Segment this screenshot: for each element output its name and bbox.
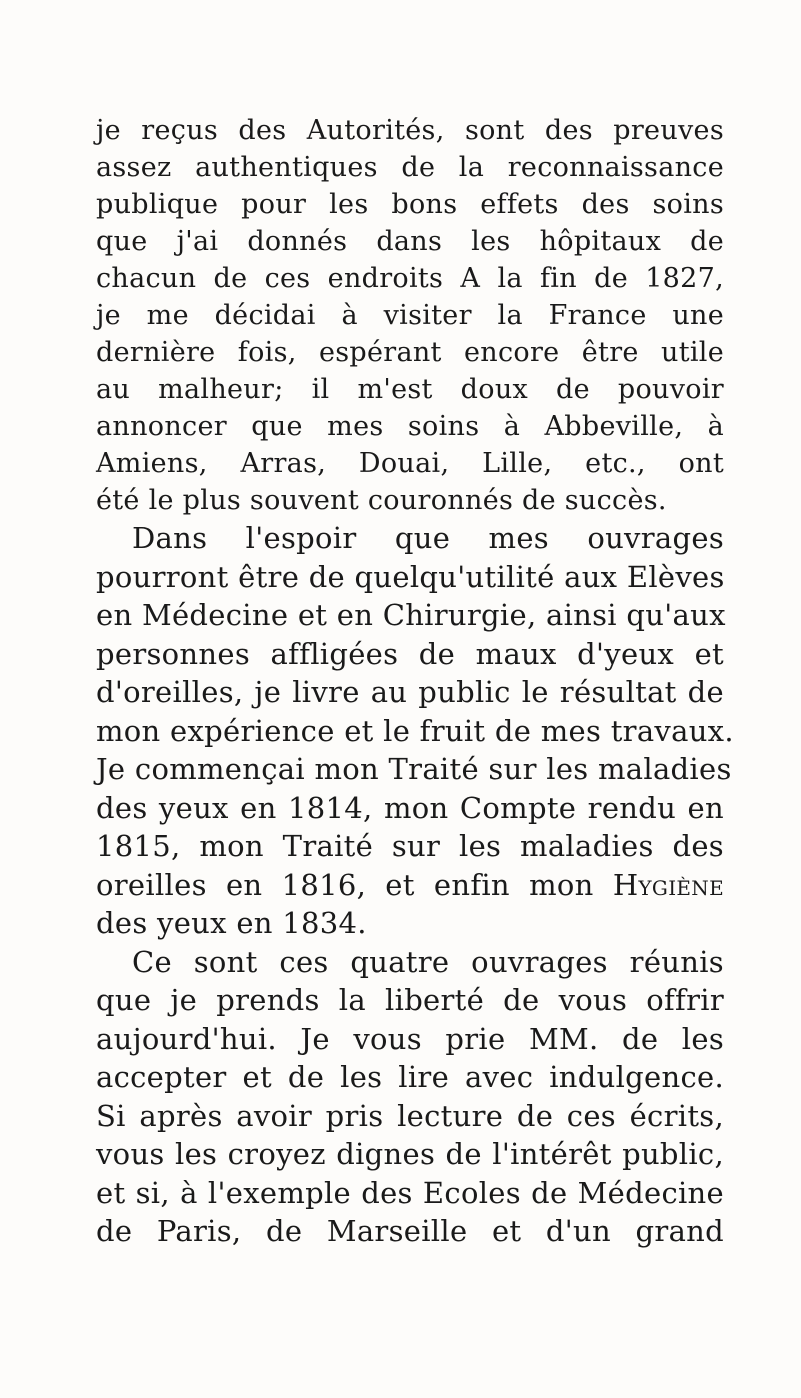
text-line: annoncer que mes soins à Abbeville, à [96, 411, 724, 442]
paragraph-3 [96, 943, 724, 1251]
text-line: Si après avoir pris lecture de ces écrits, [96, 1098, 724, 1133]
text-fragment: oreilles en 1816, et enfin mon [96, 867, 613, 902]
text-line: des yeux en 1814, mon Compte rendu en [96, 790, 724, 825]
text-line: chacun de ces endroits A la fin de 1827, [96, 263, 724, 294]
text-line: été le plus souvent couronnés de succès. [96, 485, 667, 516]
paragraph-1 [96, 112, 724, 519]
text-line: et si, à l'exemple des Ecoles de Médecine [96, 1175, 724, 1210]
text-line: que j'ai donnés dans les hôpitaux de [96, 226, 724, 257]
text-line: en Médecine et en Chirurgie, ainsi qu'aux [96, 598, 726, 632]
text-line: publique pour les bons effets des soins [96, 189, 724, 220]
text-line: aujourd'hui. Je vous prie MM. de les [96, 1021, 724, 1056]
paragraph-2 [96, 519, 734, 943]
text-line: je reçus des Autorités, sont des preuves [96, 115, 724, 146]
text-line: vous les croyez dignes de l'intérêt public, [96, 1137, 724, 1171]
text-line: Je commençai mon Traité sur les maladies [96, 752, 732, 786]
text-line: accepter et de les lire avec indulgence. [96, 1060, 724, 1094]
text-line: Ce sont ces quatre ouvrages réunis [132, 944, 724, 979]
text-line: pourront être de quelqu'utilité aux Elèves [96, 559, 725, 594]
page-text [96, 112, 734, 1251]
text-line: Dans l'espoir que mes ouvrages [132, 521, 724, 555]
text-line: assez authentiques de la reconnaissance [96, 152, 724, 183]
text-line: je me décidai à visiter la France une [96, 300, 724, 331]
text-line: 1815, mon Traité sur les maladies des [96, 829, 724, 863]
text-line: que je prends la liberté de vous offrir [96, 983, 724, 1017]
text-line: de Paris, de Marseille et d'un grand [96, 1214, 724, 1248]
text-line: d'oreilles, je livre au public le résultat de [96, 675, 724, 709]
text-line: personnes affligées de maux d'yeux et [96, 636, 724, 671]
text-line: des yeux en 1834. [96, 906, 367, 940]
text-line: dernière fois, espérant encore être utile [96, 337, 724, 368]
text-line: au malheur; il m'est doux de pouvoir [96, 374, 724, 405]
text-line: Amiens, Arras, Douai, Lille, etc., ont [96, 448, 724, 479]
text-line: mon expérience et le fruit de mes travaux. [96, 713, 734, 748]
hygiene-smallcaps: Hygiène [612, 867, 724, 902]
text-line [96, 866, 724, 905]
